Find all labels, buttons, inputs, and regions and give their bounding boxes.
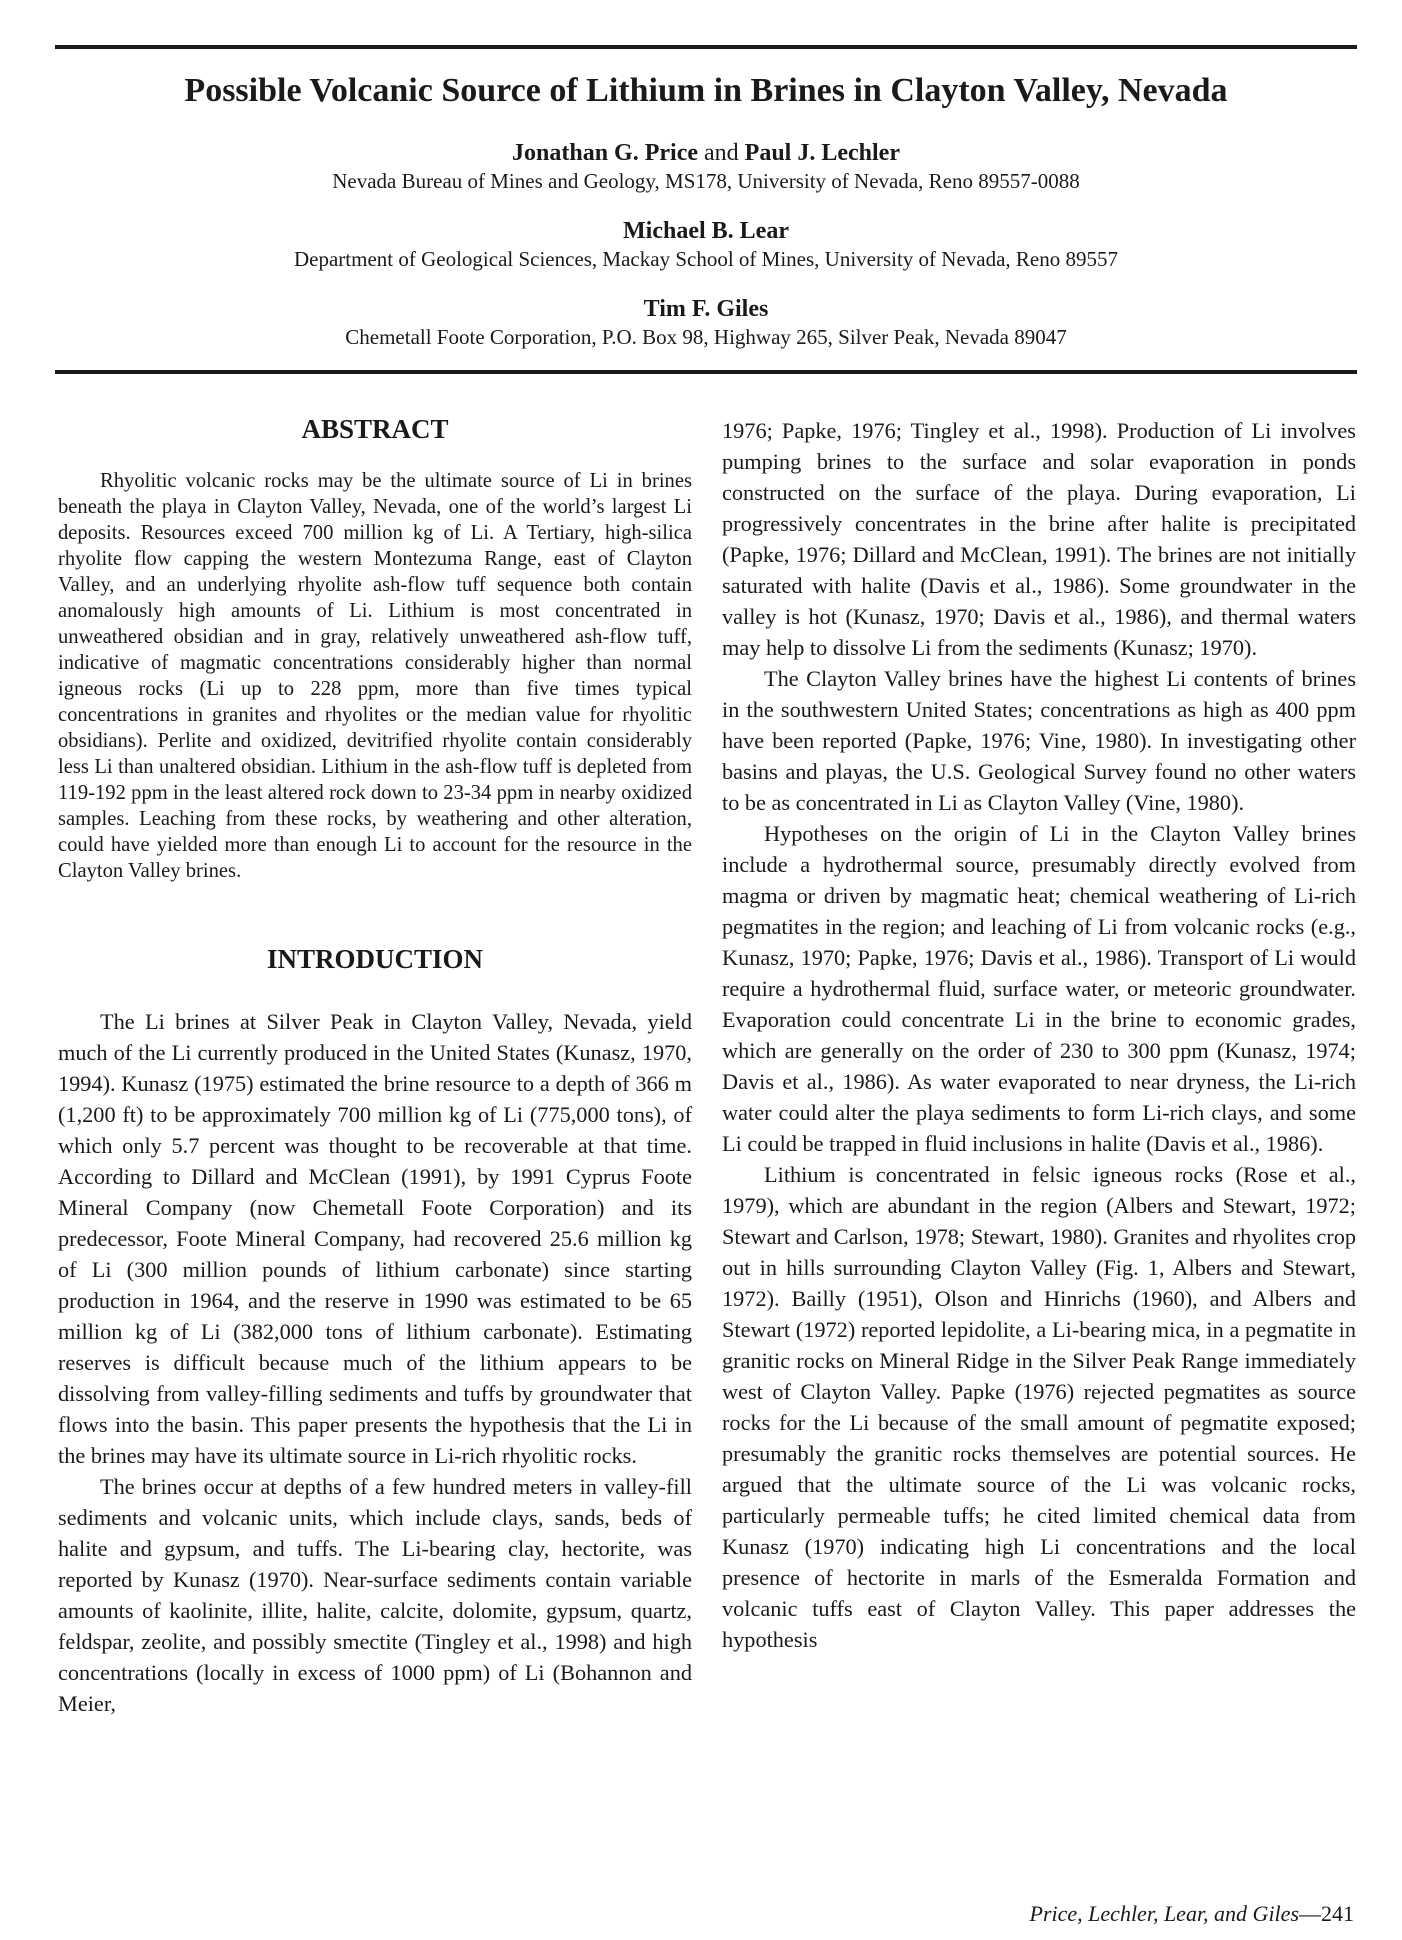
author-name: Jonathan G. Price (512, 140, 699, 166)
right-column (722, 415, 1356, 1655)
footer-authors: Price, Lechler, Lear, and Giles (1029, 1901, 1299, 1926)
body-paragraph: The brines occur at depths of a few hundred meters in valley-fill sediments and volcanic units, which include clays, sands, beds of halite and gypsum, and tuffs. The Li-bearing clay, hectorite, was reported by Kunasz (1970). Near-surface sediments contain variable amounts of kaolinite, illite, halite, calcite, dolomite, gypsum, quartz, feldspar, zeolite, and possibly smectite (Tingley et al., 1998) and high concentrations (locally in excess of 1000 ppm) of Li (Bohannon and Meier, (58, 1474, 692, 1716)
author-list (55, 138, 1357, 350)
author-name: Michael B. Lear (623, 218, 789, 244)
author-affiliation: Nevada Bureau of Mines and Geology, MS178, University of Nevada, Reno 89557-0088 (332, 169, 1080, 193)
body-paragraph: Hypotheses on the origin of Li in the Clayton Valley brines include a hydrothermal source, presumably directly evolved from magma or driven by magmatic heat; chemical weathering of Li-rich pegmatites in the region; and leaching of Li from volcanic rocks (e.g., Kunasz, 1970; Papke, 1976; Davis et al., 1986). Transport of Li would require a hydrothermal fluid, surface water, or meteoric groundwater. Evaporation could concentrate Li in the brine to economic grades, which are generally on the order of 230 to 300 ppm (Kunasz, 1974; Davis et al., 1986). As water evaporated to near dryness, the Li-rich water could alter the playa sediments to form Li-rich clays, and some Li could be trapped in fluid inclusions in halite (Davis et al., 1986). (722, 821, 1356, 1156)
author-joiner: and (704, 140, 739, 166)
introduction-heading: INTRODUCTION (266, 944, 484, 974)
body-paragraph: The Clayton Valley brines have the highest Li contents of brines in the southwestern United States; concentrations as high as 400 ppm have been reported (Papke, 1976; Vine, 1980). In investigating other basins and playas, the U.S. Geological Survey found no other waters to be as concentrated in Li as Clayton Valley (Vine, 1980). (722, 666, 1356, 815)
body-paragraph: The Li brines at Silver Peak in Clayton Valley, Nevada, yield much of the Li currently produced in the United States (Kunasz, 1970, 1994). Kunasz (1975) estimated the brine resource to a depth of 366 m (1,200 ft) to be approximately 700 million kg of Li (775,000 tons), of which only 5.7 percent was thought to be recoverable at that time. According to Dillard and McClean (1991), by 1991 Cyprus Foote Mineral Company (now Chemetall Foote Corporation) and its predecessor, Foote Mineral Company, had recovered 25.6 million kg of Li (300 million pounds of lithium carbonate) since starting production in 1964, and the reserve in 1990 was estimated to be 65 million kg of Li (382,000 tons of lithium carbonate). Estimating reserves is difficult because much of the lithium appears to be dissolving from valley-filling sediments and tuffs by groundwater that flows into the basin. This paper presents the hypothesis that the Li in the brines may have its ultimate source in Li-rich rhyolitic rocks. (58, 1009, 692, 1468)
page-number: 241 (1321, 1901, 1354, 1926)
body-paragraph: Lithium is concentrated in felsic igneous rocks (Rose et al., 1979), which are abundant in the region (Albers and Stewart, 1972; Stewart and Carlson, 1978; Stewart, 1980). Granites and rhyolites crop out in hills surrounding Clayton Valley (Fig. 1, Albers and Stewart, 1972). Bailly (1951), Olson and Hinrichs (1960), and Albers and Stewart (1972) reported lepidolite, a Li-bearing mica, in a pegmatite in granitic rocks on Mineral Ridge in the Silver Peak Range immediately west of Clayton Valley. Papke (1976) rejected pegmatites as source rocks for the Li because of the small amount of pegmatite exposed; presumably the granitic rocks themselves are potential sources. He argued that the ultimate source of the Li was volcanic rocks, particularly permeable tuffs; he cited limited chemical data from Kunasz (1970) indicating high Li concentrations and the local presence of hectorite in marls of the Esmeralda Formation and volcanic tuffs east of Clayton Valley. This paper addresses the hypothesis (722, 1162, 1356, 1652)
author-affiliation: Chemetall Foote Corporation, P.O. Box 98, Highway 265, Silver Peak, Nevada 89047 (345, 325, 1067, 349)
body-paragraph-continued: 1976; Papke, 1976; Tingley et al., 1998). Production of Li involves pumping brines to the surface and solar evaporation in ponds constructed on the surface of the playa. During evaporation, Li progressively concentrates in the brine after halite is precipitated (Papke, 1976; Dillard and McClean, 1991). The brines are not initially saturated with halite (Davis et al., 1986). Some groundwater in the valley is hot (Kunasz, 1970; Davis et al., 1986), and thermal waters may help to dissolve Li from the sediments (Kunasz; 1970). (722, 418, 1356, 660)
top-rule (55, 45, 1357, 49)
footer-separator: — (1299, 1901, 1321, 1926)
page-footer (1030, 1901, 1354, 1927)
author-block-1 (55, 138, 1357, 194)
author-name: Tim F. Giles (643, 296, 769, 322)
abstract-text: Rhyolitic volcanic rocks may be the ultimate source of Li in brines beneath the playa in Clayton Valley, Nevada, one of the world’s largest Li deposits. Resources exceed 700 million kg of Li. A Tertiary, high-silica rhyolite flow capping the western Montezuma Range, east of Clayton Valley, and an underlying rhyolite ash-flow tuff sequence both contain anomalously high amounts of Li. Lithium is most concentrated in unweathered obsidian and in gray, relatively unweathered ash-flow tuff, indicative of magmatic concentrations considerably higher than normal igneous rocks (Li up to 228 ppm, more than five times typical concentrations in granites and rhyolites or the median value for rhyolitic obsidians). Perlite and oxidized, devitrified rhyolite contain considerably less Li than unaltered obsidian. Lithium in the ash-flow tuff is depleted from 119-192 ppm in the least altered rock down to 23-34 ppm in nearby oxidized samples. Leaching from these rocks, by weathering and other alteration, could have yielded more than enough Li to account for the resource in the Clayton Valley brines. (58, 470, 692, 882)
author-name: Paul J. Lechler (744, 140, 900, 166)
abstract-heading: ABSTRACT (301, 414, 449, 444)
author-block-3 (55, 294, 1357, 350)
author-block-2 (55, 216, 1357, 272)
header-rule (55, 370, 1357, 374)
left-column (58, 412, 692, 1719)
paper-title: Possible Volcanic Source of Lithium in Brines in Clayton Valley, Nevada (184, 72, 1228, 109)
author-affiliation: Department of Geological Sciences, Mackay School of Mines, University of Nevada, Reno 89557 (293, 247, 1119, 271)
